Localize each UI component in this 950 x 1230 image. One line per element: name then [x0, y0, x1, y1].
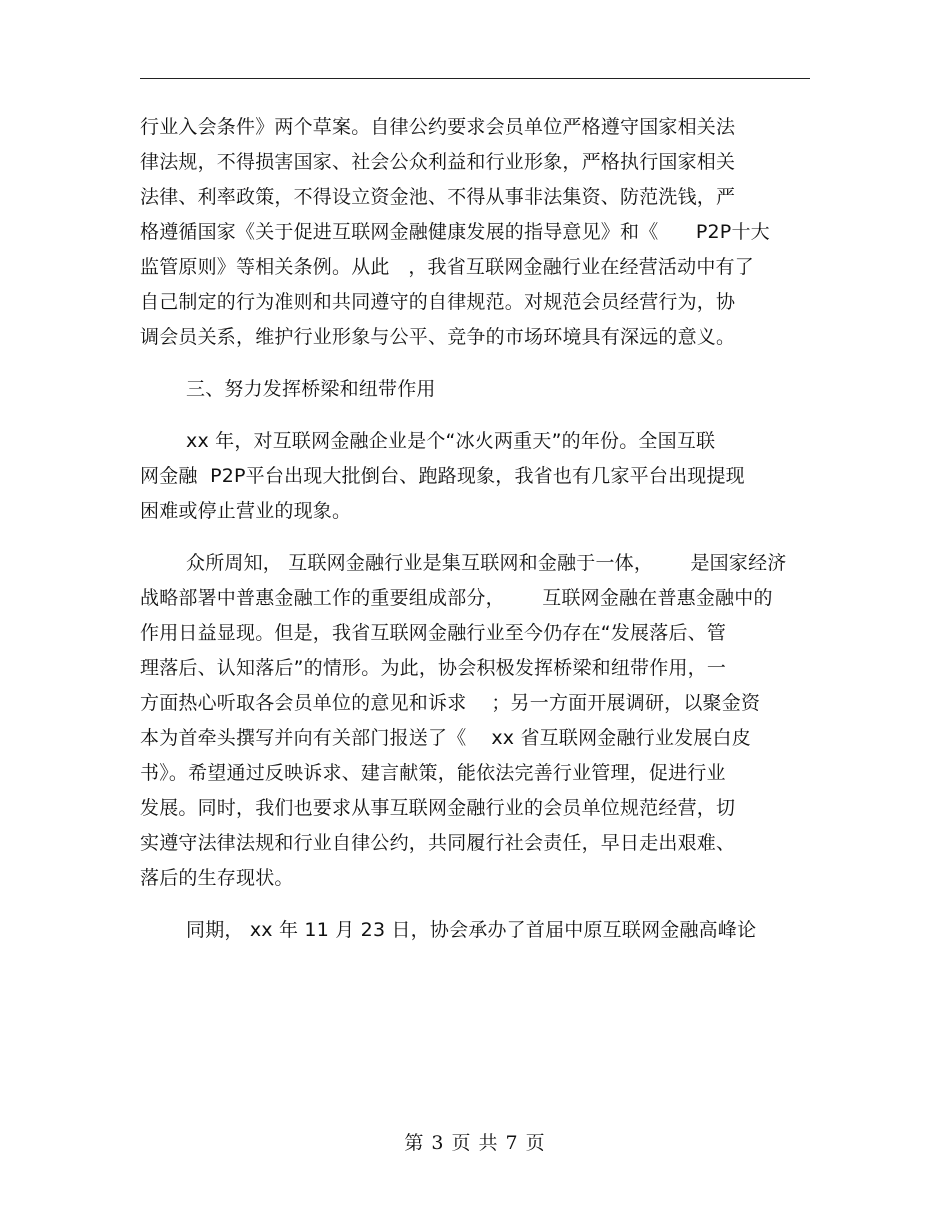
text-line: 法律、利率政策，不得设立资金池、不得从事非法集资、防范洗钱，严: [140, 186, 736, 208]
paragraph-gap: [140, 896, 820, 913]
text-line: 行业入会条件》两个草案。自律公约要求会员单位严格遵守国家相关法: [140, 116, 736, 138]
text-line: 理落后、认知落后”的情形。为此，协会积极发挥桥梁和纽带作用，一: [140, 657, 727, 679]
section-heading: [140, 372, 820, 407]
paragraph: [140, 424, 820, 529]
text-line: 网金融 P2P平台出现大批倒台、跑路现象，我省也有几家平台出现提现: [140, 465, 745, 487]
document-body: [140, 110, 820, 948]
text-line: 格遵循国家《关于促进互联网金融健康发展的指导意见》和《 P2P十大: [140, 221, 770, 243]
text-line: 战略部署中普惠金融工作的重要组成部分， 互联网金融在普惠金融中的: [140, 587, 773, 609]
text-line: 调会员关系，维护行业形象与公平、竞争的市场环境具有深远的意义。: [140, 326, 736, 348]
text-line: 书》。希望通过反映诉求、建言献策，能依法完善行业管理，促进行业: [140, 762, 726, 784]
text-line: xx 年，对互联网金融企业是个“冰火两重天”的年份。全国互联: [186, 430, 716, 452]
paragraph-gap: [140, 529, 820, 546]
text-line: 本为首牵头撰写并向有关部门报送了《 xx 省互联网金融行业发展白皮: [140, 727, 751, 749]
header-rule: [140, 78, 810, 79]
text-line: 众所周知， 互联网金融行业是集互联网和金融于一体， 是国家经济: [186, 552, 787, 574]
page-number: 第 3 页 共 7 页: [404, 1132, 546, 1154]
text-line: 落后的生存现状。: [140, 867, 294, 889]
text-line: 自己制定的行为准则和共同遵守的自律规范。对规范会员经营行为，协: [140, 291, 736, 313]
text-line: 发展。同时，我们也要求从事互联网金融行业的会员单位规范经营，切: [140, 797, 736, 819]
text-line: 困难或停止营业的现象。: [140, 500, 352, 522]
text-line: 作用日益显现。但是，我省互联网金融行业至今仍存在“发展落后、管: [140, 622, 727, 644]
text-line: 同期， xx 年 11 月 23 日，协会承办了首届中原互联网金融高峰论: [186, 919, 757, 941]
heading-text: 三、努力发挥桥梁和纽带作用: [186, 378, 436, 400]
text-line: 实遵守法律法规和行业自律公约，共同履行社会责任，早日走出艰难、: [140, 832, 736, 854]
text-line: 律法规，不得损害国家、社会公众利益和行业形象，严格执行国家相关: [140, 151, 736, 173]
paragraph: [140, 913, 820, 948]
paragraph-gap: [140, 407, 820, 424]
text-line: 监管原则》等相关条例。从此 ，我省互联网金融行业在经营活动中有了: [140, 256, 754, 278]
paragraph-gap: [140, 355, 820, 372]
paragraph: [140, 110, 820, 355]
paragraph: [140, 546, 820, 896]
text-line: 方面热心听取各会员单位的意见和诉求 ；另一方面开展调研，以聚金资: [140, 692, 761, 714]
